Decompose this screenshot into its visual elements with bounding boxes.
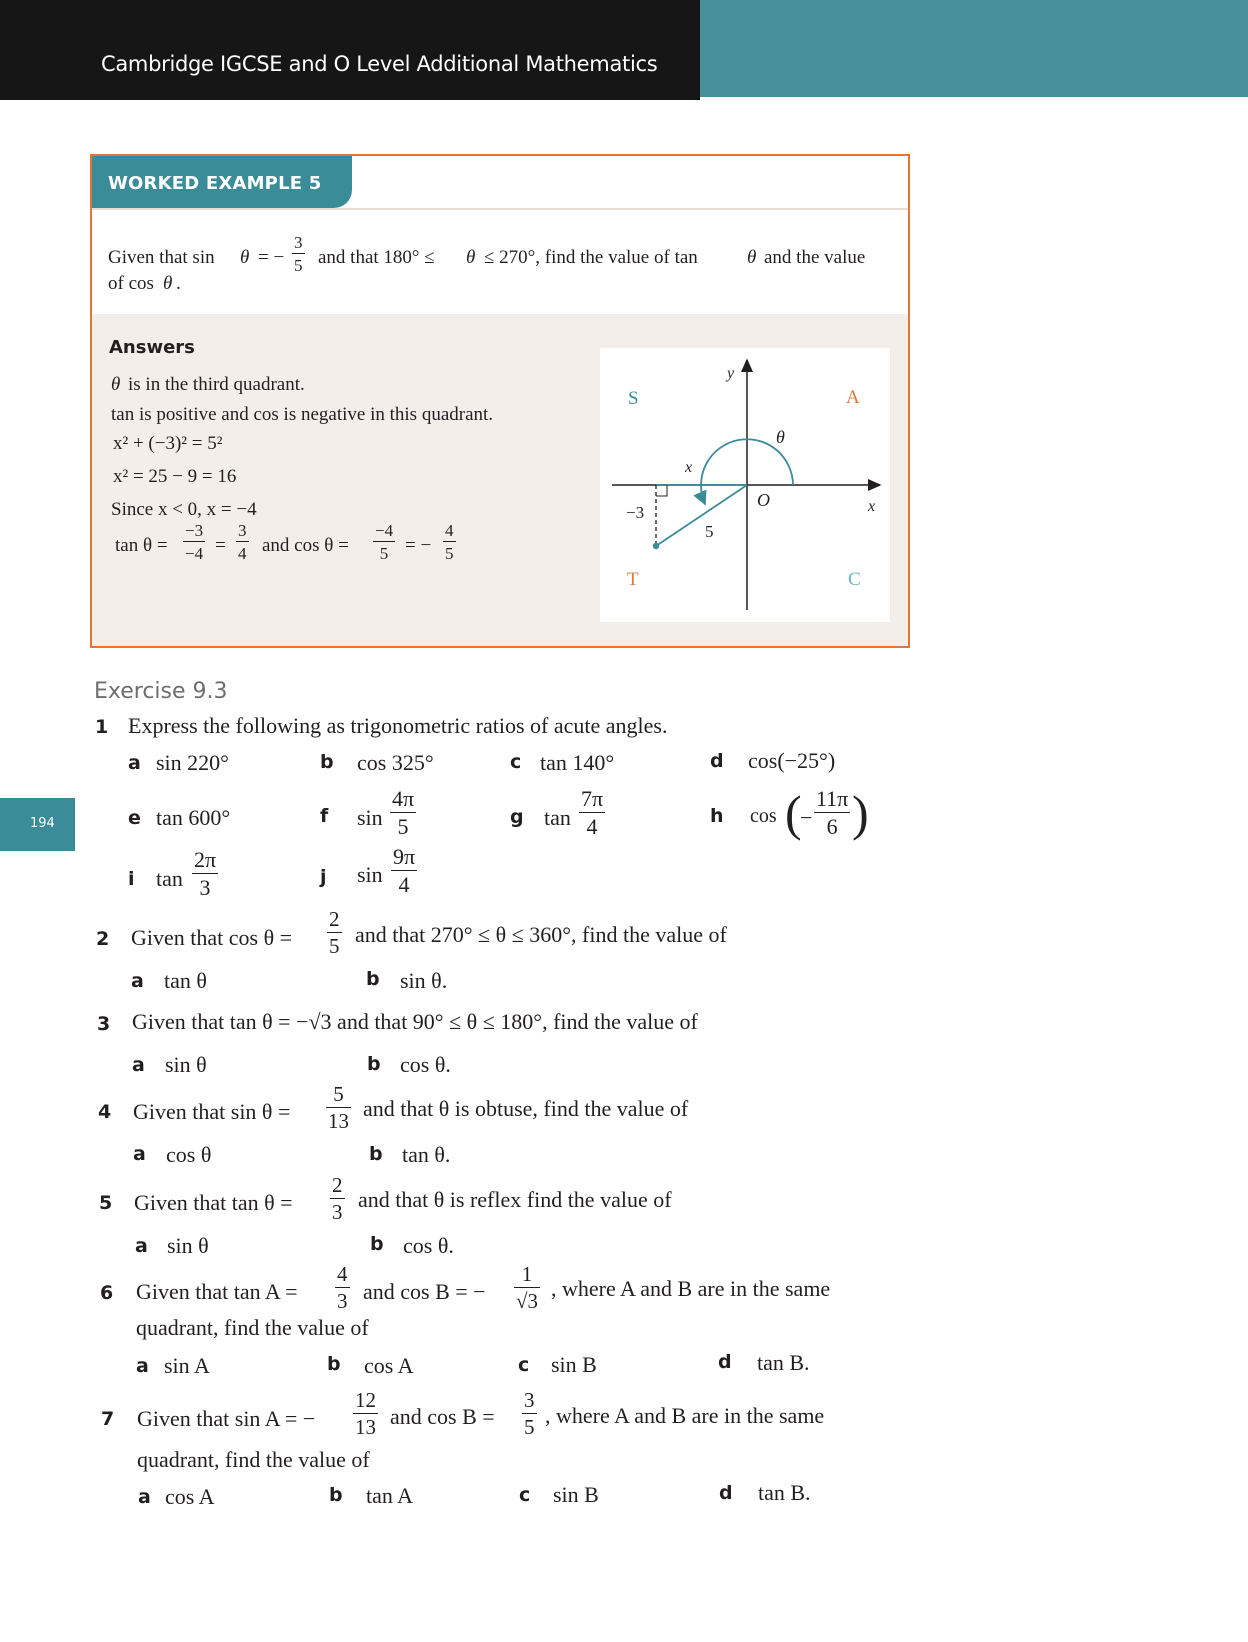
part-label: c [510,751,522,773]
part-expression: tan θ. [402,1142,451,1167]
header-bar [0,0,700,100]
question-text: Given that cos θ = [131,925,293,950]
y-label: y [727,365,735,382]
part-label: j [320,866,327,888]
fraction: 2 5 [329,907,340,959]
minus3-label: −3 [626,503,645,522]
part-expression: sin θ [165,1052,207,1077]
part-label: b [320,751,334,773]
part-expression: tan B. [757,1350,810,1375]
part-expression: cos(−25°) [748,748,836,773]
x-side-label: x [685,459,693,476]
question-text: and that θ is obtuse, find the value of [363,1096,689,1121]
question-text: quadrant, find the value of [137,1447,370,1472]
answer-line: = [215,535,226,556]
question-text: = − [258,247,285,268]
worked-example-label: WORKED EXAMPLE 5 [108,173,322,194]
book-title: Cambridge IGCSE and O Level Additional Mathematics [101,52,658,76]
left-paren: ( [785,785,802,841]
part-label: i [128,868,135,890]
question-number: 1 [95,716,109,738]
minus-sign: − [800,805,813,830]
right-paren: ) [852,785,869,841]
part-label: a [128,752,141,774]
question-number: 3 [97,1013,111,1035]
part-label: a [133,1143,146,1165]
question-text: Given that tan θ = [134,1190,293,1215]
question-text: and that 270° ≤ θ ≤ 360°, find the value of [355,922,727,947]
part-label: a [135,1235,148,1257]
part-expression: sin 220° [156,750,229,775]
question-number: 4 [98,1101,112,1123]
answers-heading: Answers [109,337,195,358]
five-label: 5 [705,522,714,541]
question-number: 5 [99,1192,113,1214]
right-angle-mark [656,485,667,496]
fraction: 4π 5 [392,786,415,840]
fraction: −3 −4 [185,521,204,564]
answer-line: x² + (−3)² = 5² [113,433,223,454]
part-expression: tan [544,805,571,830]
theta-label: θ [776,427,785,447]
theta-symbol: θ [111,374,121,395]
part-expression: cos 325° [357,750,434,775]
question-text: Given that tan θ = −√3 and that 90° ≤ θ ≤ 180°, find the value of [132,1009,698,1034]
part-label: b [370,1233,384,1255]
part-expression: sin θ. [400,968,448,993]
part-expression: tan [156,866,183,891]
question-number: 6 [100,1282,114,1304]
part-expression: cos θ. [403,1233,454,1258]
answer-line: x² = 25 − 9 = 16 [113,466,237,487]
question-text: Given that sin A = − [137,1406,316,1431]
question-text: Given that tan A = [136,1279,298,1304]
fraction: 4 5 [445,521,454,564]
part-expression: sin [357,805,383,830]
fraction: 4 3 [337,1262,348,1314]
question-text: Express the following as trigonometric ratios of acute angles. [128,713,668,738]
answer-line: and cos θ = [262,535,349,556]
part-expression: cos θ. [400,1052,451,1077]
fraction: −4 5 [375,521,394,564]
divider [92,208,908,210]
question-text: Given that sin [108,247,215,268]
page-number: 194 [30,816,55,831]
part-expression: sin A [164,1353,210,1378]
part-label: b [367,1053,381,1075]
part-label: h [710,805,724,827]
part-expression: tan 140° [540,750,615,775]
question-text: and the value [764,247,866,268]
fraction: 3 5 [524,1388,535,1440]
question-text: Given that sin θ = [133,1099,291,1124]
part-expression: tan B. [758,1480,811,1505]
theta-symbol: θ [466,247,476,268]
answer-line: tan is positive and cos is negative in this quadrant. [111,404,494,425]
question-text: and that 180° ≤ [318,247,435,268]
quadrant-diagram [600,348,890,622]
part-label: c [519,1484,531,1506]
part-expression: tan θ [164,968,207,993]
theta-symbol: θ [747,247,757,268]
question-text: and cos B = [390,1404,495,1429]
x-label: x [868,498,876,515]
worked-example-tab [92,156,352,208]
question-text: , where A and B are in the same [545,1403,825,1428]
question-number: 7 [101,1408,115,1430]
question-text: ≤ 270°, find the value of tan [484,247,698,268]
part-label: c [518,1354,530,1376]
part-label: f [320,805,329,827]
question-text: and that θ is reflex find the value of [358,1187,672,1212]
question-text: . [176,273,181,294]
part-expression: sin θ [167,1233,209,1258]
part-expression: tan 600° [156,805,231,830]
fraction: 1 √3 [516,1262,539,1314]
part-label: e [128,807,141,829]
part-label: a [131,970,144,992]
part-expression: cos θ [166,1142,212,1167]
answer-line: Since x < 0, x = −4 [111,499,257,520]
question-number: 2 [96,928,110,950]
quadrant-svg [600,348,890,622]
fraction: 12 13 [355,1388,376,1440]
header-accent [700,0,1248,97]
theta-symbol: θ [163,273,173,294]
part-label: d [719,1482,733,1504]
question-text: quadrant, find the value of [136,1315,369,1340]
answer-line: tan θ = [115,535,168,556]
quadrant-T: T [627,569,639,590]
part-label: a [132,1054,145,1076]
part-expression: cos A [165,1484,215,1509]
answer-line: = − [405,535,432,556]
part-label: b [366,968,380,990]
exercise-title: Exercise 9.3 [94,679,228,704]
part-label: b [369,1143,383,1165]
part-expression: tan A [366,1483,414,1508]
fraction: 2 3 [332,1173,343,1225]
point [653,543,659,549]
part-expression: cos [750,805,777,827]
theta-symbol: θ [240,247,250,268]
question-text: of cos [108,273,154,294]
part-label: d [718,1351,732,1373]
quadrant-C: C [848,569,861,590]
origin-label: O [757,490,770,510]
fraction: 2π 3 [194,847,217,901]
part-label: b [327,1353,341,1375]
fraction: 7π 4 [581,786,604,840]
fraction: 3 5 [294,233,303,276]
part-label: a [138,1486,151,1508]
quadrant-S: S [628,388,639,409]
question-text: , where A and B are in the same [551,1276,831,1301]
fraction: 9π 4 [393,844,416,898]
question-text: and cos B = − [363,1279,486,1304]
part-label: d [710,750,724,772]
fraction: 3 4 [238,521,247,564]
fraction: 5 13 [328,1082,349,1134]
quadrant-A: A [846,387,860,408]
part-expression: sin B [551,1352,597,1377]
fraction: 11π 6 [816,786,849,840]
part-expression: sin [357,862,383,887]
answer-line: is in the third quadrant. [128,374,305,395]
part-expression: sin B [553,1482,599,1507]
part-expression: cos A [364,1353,414,1378]
part-label: a [136,1355,149,1377]
part-label: b [329,1484,343,1506]
part-label: g [510,806,524,828]
